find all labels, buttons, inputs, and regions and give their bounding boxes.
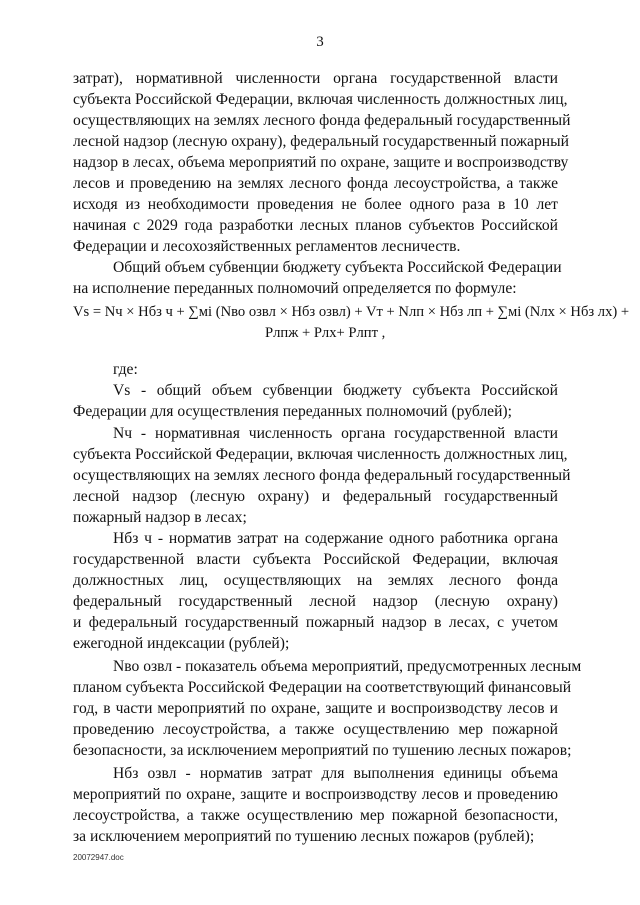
text-line: начиная с 2029 года разработки лесных планов субъектов Российской (73, 217, 558, 234)
text-line: мероприятий по охране, защите и воспроизводству лесов и проведению (73, 786, 558, 803)
text-line: федеральный государственный лесной надзор (лесную охрану) (73, 593, 558, 610)
document-footer: 20072947.doc (73, 853, 124, 862)
text-line: Hбз озвл - норматив затрат для выполнения единицы объема (113, 765, 558, 782)
formula-line-1: Vs = Nч × Hбз ч + ∑мi (Nво озвл × Hбз озвл) + Vт + Nлп × Hбз лп + ∑мi (Nлх × Hбз лх) + (73, 304, 630, 320)
text-line: государственной власти субъекта Российской Федерации, включая (73, 551, 558, 568)
page-number: 3 (316, 34, 324, 50)
text-line: осуществляющих на землях лесного фонда федеральный государственный (73, 112, 571, 129)
text-line: безопасности, за исключением мероприятий по тушению лесных пожаров; (73, 742, 572, 759)
text-line: Vs - общий объем субвенции бюджету субъекта Российской (113, 382, 558, 399)
text-line: должностных лиц, осуществляющих на землях лесного фонда (73, 572, 558, 589)
text-line: Hбз ч - норматив затрат на содержание одного работника органа (113, 530, 558, 547)
text-line: надзор в лесах, объема мероприятий по охране, защите и воспроизводству (73, 154, 569, 171)
text-line: год, в части мероприятий по охране, защите и воспроизводству лесов и (73, 700, 558, 717)
text-line: исходя из необходимости проведения не более одного раза в 10 лет (73, 196, 558, 213)
text-line: и федеральный государственный пожарный надзор в лесах, с учетом (73, 614, 558, 631)
text-line: затрат), нормативной численности органа государственной власти (73, 70, 558, 87)
where-label: где: (113, 361, 138, 378)
text-line: Nво озвл - показатель объема мероприятий, предусмотренных лесным (113, 658, 582, 675)
text-line: Федерации для осуществления переданных полномочий (рублей); (73, 403, 512, 420)
text-line: проведению лесоустройства, а также осуществлению мер пожарной (73, 721, 558, 738)
text-line: осуществляющих на землях лесного фонда федеральный государственный (73, 467, 571, 484)
text-line: субъекта Российской Федерации, включая численность должностных лиц, (73, 446, 568, 463)
text-line: лесов и проведению на землях лесного фонда лесоустройства, а также (73, 175, 558, 192)
text-line: лесной надзор (лесную охрану) и федеральный государственный (73, 488, 558, 505)
text-line: Федерации и лесохозяйственных регламентов лесничеств. (73, 238, 461, 255)
text-line: на исполнение переданных полномочий определяется по формуле: (73, 280, 517, 297)
text-line: ежегодной индексации (рублей); (73, 635, 290, 652)
text-line: субъекта Российской Федерации, включая численность должностных лиц, (73, 91, 568, 108)
text-line: планом субъекта Российской Федерации на соответствующий финансовый (73, 679, 572, 696)
text-line: лесной надзор (лесную охрану), федеральный государственный пожарный (73, 133, 569, 150)
text-line: пожарный надзор в лесах; (73, 509, 247, 526)
text-line: Общий объем субвенции бюджету субъекта Российской Федерации (113, 259, 562, 276)
text-line: за исключением мероприятий по тушению лесных пожаров (рублей); (73, 828, 535, 845)
text-line: Nч - нормативная численность органа государственной власти (113, 425, 558, 442)
formula-line-2: Pлпж + Pлх+ Pлпт , (265, 325, 386, 341)
text-line: лесоустройства, а также осуществлению мер пожарной безопасности, (73, 807, 558, 824)
